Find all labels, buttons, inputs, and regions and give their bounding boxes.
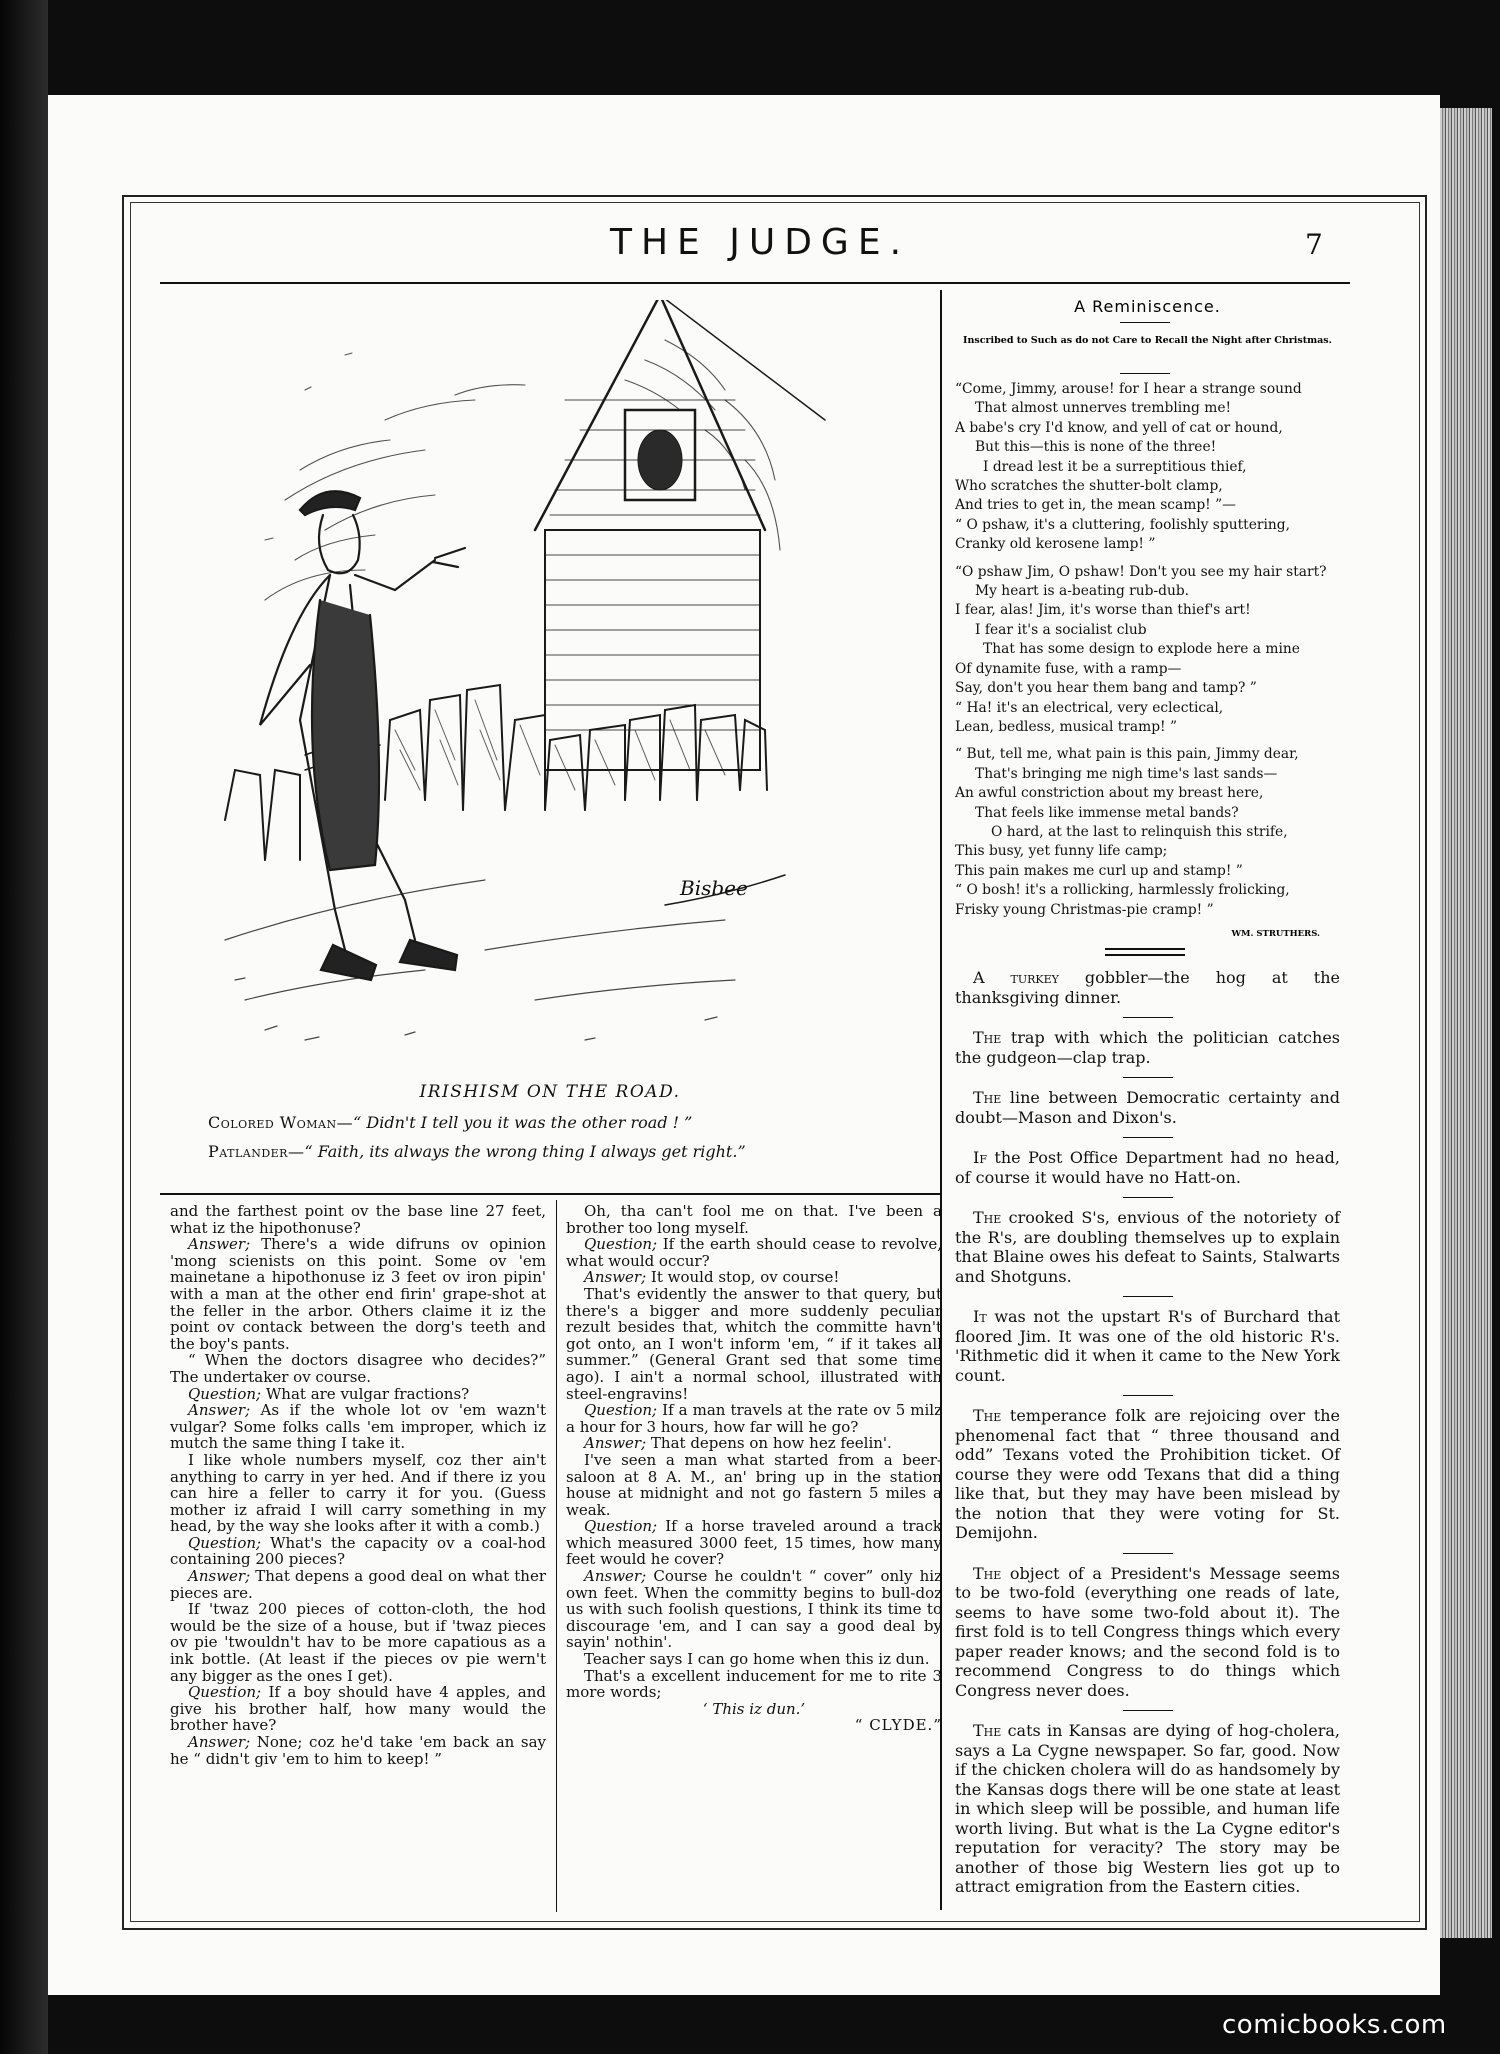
- poem-line: An awful constriction about my breast here,: [955, 785, 1264, 802]
- paragraph-separator: [1123, 1137, 1173, 1138]
- paragraph-lead: It: [973, 1307, 987, 1326]
- article-paragraph: [566, 1568, 942, 1651]
- cartoon-caption-line-1: [208, 1113, 692, 1132]
- article-paragraph: [566, 1435, 942, 1452]
- paragraph-text: What are vulgar fractions?: [261, 1384, 470, 1403]
- poem-line: Lean, bedless, musical tramp! ”: [955, 718, 1178, 735]
- article-paragraph: [170, 1734, 546, 1767]
- article-paragraph: [566, 1203, 942, 1236]
- paragraph-text: I like whole numbers myself, coz ther ain't anything to carry in yer hed. And if there iz you can hire a feller to carry it for you. (Guess mother iz afraid I will carry something in my head, by the way she looks after it with a comb.): [170, 1450, 546, 1536]
- paragraph-text: gobbler—the hog at the thanksgiving dinner.: [955, 968, 1340, 1007]
- poem-line: That almost unnerves trembling me!: [975, 400, 1232, 417]
- paragraph-lead: The: [973, 1088, 1002, 1107]
- qa-label: Question;: [188, 1533, 262, 1552]
- paragraph-lead: If: [973, 1148, 987, 1167]
- poem-subtitle-rule: [1120, 373, 1170, 374]
- article-closing: ‘ This iz dun.’: [702, 1699, 806, 1718]
- article-paragraph: [566, 1402, 942, 1435]
- article-paragraph: [170, 1684, 546, 1734]
- paragraph-text: crooked S's, envious of the notoriety of the R's, are doubling themselves up to explain that Blaine owes his defeat to Saints, Stalwarts and Shotguns.: [955, 1208, 1340, 1286]
- paragraph-lead: The: [973, 1721, 1002, 1740]
- paragraph-text: That's evidently the answer to that query, but there's a bigger and more suddenly peculiar rezult besides that, whitch the committe havn't got onto, an I won't inform 'em, “ if it takes all summer.” (General Grant sed that some time ago). I ain't a normal school, illustrated with steel-engravins!: [566, 1284, 942, 1403]
- paragraph-text: the Post Office Department had no head, of course it would have no Hatt-on.: [955, 1148, 1340, 1187]
- short-paragraph: [955, 1148, 1340, 1187]
- page-number: 7: [1305, 228, 1323, 261]
- qa-label: Question;: [584, 1517, 658, 1536]
- article-paragraph: [566, 1518, 942, 1568]
- paragraph-text: That's a excellent inducement for me to rite 3 more words;: [566, 1666, 942, 1702]
- article-paragraph: [170, 1386, 546, 1403]
- paragraph-text: trap with which the politician catches the gudgeon—clap trap.: [955, 1028, 1340, 1067]
- article-paragraph: [170, 1568, 546, 1601]
- poem-line: O hard, at the last to relinquish this strife,: [991, 823, 1288, 840]
- article-top-rule: [160, 1193, 940, 1195]
- poem-end-rule-2: [1105, 954, 1185, 956]
- paragraph-text: It would stop, ov course!: [646, 1268, 840, 1287]
- paragraph-text: That depens a good deal on what ther pieces are.: [170, 1567, 546, 1602]
- paragraph-text: None; coz he'd take 'em back an say he “ didn't giv 'em to him to keep! ”: [170, 1733, 546, 1768]
- short-paragraph: [955, 1028, 1340, 1067]
- poem-title-rule: [1120, 322, 1170, 323]
- poem-end-rule-1: [1105, 948, 1185, 950]
- paragraph-text: If a horse traveled around a track which measured 3000 feet, 15 times, how many feet would he cover?: [566, 1517, 942, 1569]
- poem-line: This busy, yet funny life camp;: [955, 843, 1168, 860]
- article-paragraph: [566, 1452, 942, 1518]
- article-paragraph: [170, 1535, 546, 1568]
- short-paragraph: [955, 968, 1340, 1007]
- qa-label: Answer;: [188, 1401, 251, 1420]
- article-column-left: [170, 1203, 546, 1767]
- poem-line: “ O pshaw, it's a cluttering, foolishly sputtering,: [955, 516, 1290, 533]
- short-paragraph: [955, 1208, 1340, 1286]
- qa-label: Answer;: [188, 1733, 251, 1751]
- qa-label: Question;: [584, 1401, 658, 1420]
- article-paragraph: [170, 1352, 546, 1385]
- article-paragraph: [566, 1286, 942, 1402]
- paragraph-separator: [1123, 1710, 1173, 1711]
- paragraph-text: Teacher says I can go home when this iz dun.: [584, 1650, 930, 1669]
- book-binding-shadow: [0, 0, 48, 2054]
- paragraph-text: cats in Kansas are dying of hog-cholera, says a La Cygne newspaper. So far, good. Now if the chicken cholera will do as handsomely by the Kansas dogs there will be one state at least in which sleep will be possible, and human life worth living. But what is the La Cygne editor's reputation for veracity? The story may be another of those big Western lies got up to attract emigration from the Eastern cities.: [955, 1721, 1340, 1896]
- qa-label: Answer;: [188, 1235, 251, 1254]
- poem-line: That feels like immense metal bands?: [975, 804, 1239, 821]
- poem-body: [955, 380, 1340, 928]
- poem-line: A babe's cry I'd know, and yell of cat or hound,: [955, 419, 1283, 436]
- qa-label: Answer;: [584, 1567, 647, 1586]
- paragraph-text: “ When the doctors disagree who decides?” The undertaker ov course.: [170, 1351, 546, 1386]
- article-signature: “ CLYDE.”: [854, 1716, 942, 1735]
- poem-line: “Come, Jimmy, arouse! for I hear a strange sound: [955, 381, 1302, 397]
- paragraph-separator: [1123, 1296, 1173, 1297]
- short-paragraphs: [955, 968, 1340, 1897]
- stacked-page-edges: [1440, 108, 1492, 1938]
- paragraph-lead: The: [973, 1028, 1002, 1047]
- poem-line: I dread lest it be a surreptitious thief,: [983, 458, 1247, 475]
- poem-author: WM. STRUTHERS.: [1231, 929, 1320, 939]
- poem-stanza: [955, 563, 1340, 738]
- poem-line: But this—this is none of the three!: [975, 439, 1217, 456]
- paragraph-text: was not the upstart R's of Burchard that floored Jim. It was one of the old historic R's. 'Rithmetic did it when it came to the New York count.: [955, 1307, 1340, 1385]
- poem-line: That's bringing me nigh time's last sands—: [975, 765, 1278, 782]
- paragraph-lead: A turkey: [973, 968, 1059, 987]
- paragraph-lead: The: [973, 1563, 1002, 1583]
- article-paragraph: [170, 1203, 546, 1236]
- poem-line: Who scratches the shutter-bolt clamp,: [955, 478, 1223, 495]
- poem-subtitle: Inscribed to Such as do not Care to Recall the Night after Christmas.: [963, 335, 1332, 346]
- paragraph-separator: [1123, 1395, 1173, 1396]
- article-paragraph: [566, 1668, 942, 1701]
- cartoon-caption-title: IRISHISM ON THE ROAD.: [419, 1082, 681, 1102]
- paragraph-lead: The: [973, 1208, 1002, 1227]
- poem-line: Of dynamite fuse, with a ramp—: [955, 660, 1182, 677]
- article-paragraph: [566, 1651, 942, 1668]
- poem-line: “ But, tell me, what pain is this pain, Jimmy dear,: [955, 746, 1299, 763]
- poem-line: I fear, alas! Jim, it's worse than thief's art!: [955, 602, 1251, 619]
- qa-label: Answer;: [584, 1434, 647, 1453]
- poem-line: “ Ha! it's an electrical, very eclectical,: [955, 699, 1224, 716]
- poem-line: “O pshaw Jim, O pshaw! Don't you see my hair start?: [955, 563, 1327, 580]
- masthead-rule: [160, 282, 1350, 284]
- poem-line: “ O bosh! it's a rollicking, harmlessly frolicking,: [955, 882, 1290, 899]
- poem-line: This pain makes me curl up and stamp! ”: [955, 862, 1243, 879]
- qa-label: Question;: [188, 1384, 262, 1403]
- short-paragraph: [955, 1307, 1340, 1385]
- poem-stanza: [955, 380, 1340, 555]
- poem-line: And tries to get in, the mean scamp! ”—: [955, 497, 1236, 514]
- masthead-title: THE JUDGE.: [609, 222, 911, 263]
- paragraph-lead: The: [973, 1406, 1002, 1425]
- qa-label: Question;: [188, 1683, 262, 1702]
- paragraph-text: There's a wide difruns ov opinion 'mong scienists on this point. Some ov 'em mainetane a hipothonuse iz 3 feet ov iron pipin' with a man at the other end firin' grape-shot at the feller in the arbor. Others claime it iz the point ov contack between the dorg's teeth and the boy's pants.: [170, 1235, 546, 1353]
- article-paragraph: [566, 1269, 942, 1286]
- paragraph-text: and the farthest point ov the base line 27 feet, what iz the hipothonuse?: [170, 1202, 546, 1237]
- poem-stanza: [955, 745, 1340, 920]
- paragraph-text: If 'twaz 200 pieces of cotton-cloth, the hod would be the size of a house, but if 'twaz pieces ov pie 'twouldn't hav to be more capatious as a ink bottle. (At least if the pieces ov pie wern't any bigger as the ones I get).: [170, 1600, 546, 1685]
- short-paragraph: [955, 1406, 1340, 1543]
- article-paragraph: [170, 1452, 546, 1535]
- paragraph-text: That depens on how hez feelin'.: [646, 1434, 892, 1453]
- paragraph-text: What's the capacity ov a coal-hod containing 200 pieces?: [170, 1533, 546, 1569]
- caption-quote-1: “ Didn't I tell you it was the other road ! ”: [353, 1113, 693, 1132]
- paragraph-separator: [1123, 1553, 1173, 1554]
- article-paragraph: [170, 1601, 546, 1684]
- qa-label: Answer;: [584, 1268, 647, 1287]
- short-paragraph: [955, 1564, 1340, 1701]
- short-paragraph: [955, 1088, 1340, 1127]
- paragraph-text: If the earth should cease to revolve, what would occur?: [566, 1235, 942, 1270]
- paragraph-separator: [1123, 1197, 1173, 1198]
- article-paragraph: [566, 1236, 942, 1269]
- poem-line: My heart is a-beating rub-dub.: [975, 583, 1190, 600]
- column-rule-middle: [556, 1200, 557, 1912]
- paragraph-separator: [1123, 1017, 1173, 1018]
- poem-line: Frisky young Christmas-pie cramp! ”: [955, 901, 1214, 918]
- cartoon-caption-line-2: [208, 1142, 746, 1161]
- caption-speaker-1: Colored Woman—: [208, 1113, 354, 1132]
- poem-line: I fear it's a socialist club: [975, 621, 1147, 638]
- paragraph-text: Course he couldn't “ cover” only hiz own feet. When the committy begins to bull-doz us with such foolish questions, I think its time to discourage 'em, and I can say a good deal by sayin' nothin'.: [566, 1567, 942, 1652]
- short-paragraph: [955, 1721, 1340, 1897]
- paragraph-text: As if the whole lot ov 'em wazn't vulgar? Some folks calls 'em improper, which iz mutch the same thing I take it.: [170, 1401, 546, 1453]
- paragraph-text: I've seen a man what started from a beer-saloon at 8 A. M., an' bring up in the station house at midnight and not go fastern 5 miles a weak.: [566, 1450, 942, 1519]
- poem-title: A Reminiscence.: [1074, 297, 1221, 316]
- article-paragraph: [170, 1236, 546, 1352]
- article-column-middle: [566, 1203, 942, 1734]
- paragraph-text: If a man travels at the rate ov 5 milz a hour for 3 hours, how far will he go?: [566, 1401, 942, 1436]
- paragraph-text: line between Democratic certainty and doubt—Mason and Dixon's.: [955, 1088, 1340, 1127]
- poem-line: Cranky old kerosene lamp! ”: [955, 536, 1156, 553]
- paragraph-text: If a boy should have 4 apples, and give his brother half, how many would the brother have?: [170, 1683, 546, 1735]
- artist-signature: Bisbee: [680, 876, 748, 900]
- poem-line: That has some design to explode here a mine: [983, 641, 1300, 658]
- paragraph-text: temperance folk are rejoicing over the phenomenal fact that “ three thousand and odd” Texans voted the Prohibition ticket. Of course they were odd Texans that did a thing like that, but they may have been mislead by the notion that they were voting for St. Demijohn.: [955, 1406, 1340, 1542]
- paragraph-text: Oh, tha can't fool me on that. I've been a brother too long myself.: [566, 1202, 942, 1237]
- caption-speaker-2: Patlander—: [208, 1142, 305, 1161]
- watermark: comicbooks.com: [1222, 2010, 1447, 2040]
- article-paragraph: [170, 1402, 546, 1452]
- cartoon-illustration: [205, 300, 845, 1070]
- qa-label: Question;: [584, 1235, 658, 1254]
- paragraph-text: object of a President's Message seems to be two-fold (everything one reads of late, seems to have some two-fold about it). The first fold is to tell Congress things which every paper reader knows; and the second fold is to recommend Congress to do things which Congress never does.: [955, 1563, 1340, 1700]
- poem-line: Say, don't you hear them bang and tamp? ”: [955, 680, 1257, 697]
- qa-label: Answer;: [188, 1567, 251, 1586]
- caption-quote-2: “ Faith, its always the wrong thing I always get right.”: [304, 1142, 746, 1161]
- paragraph-separator: [1123, 1077, 1173, 1078]
